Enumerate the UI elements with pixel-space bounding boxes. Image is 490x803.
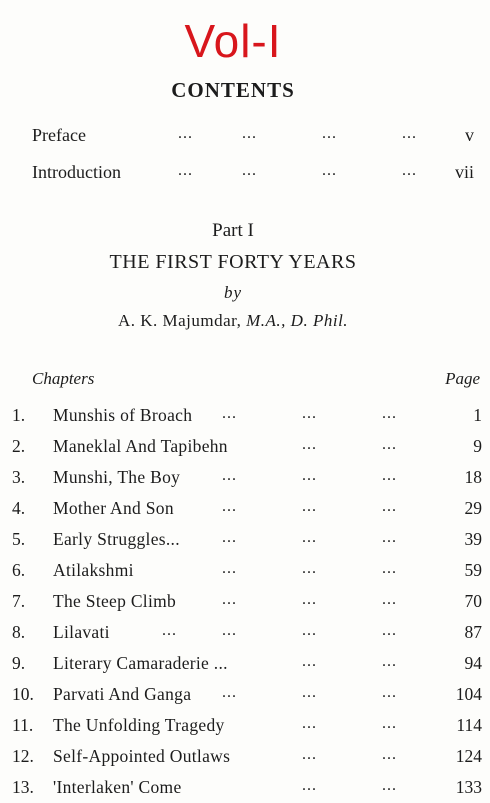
dot-leader: ... [302,746,317,763]
dot-leader: ... [302,405,317,422]
dot-leader: ... [222,622,237,639]
chapter-row [12,746,482,772]
dot-leader: ... [382,622,397,639]
dot-leader: ... [302,622,317,639]
chapter-number: 3. [12,467,26,487]
dot-leader: ... [178,125,193,142]
chapter-page: 133 [455,777,482,797]
dot-leader: ... [382,436,397,453]
chapter-number: 12. [12,746,34,766]
dot-leader: ... [382,560,397,577]
dot-leader: ... [382,529,397,546]
chapter-title: Self-Appointed Outlaws [53,746,231,766]
chapter-number: 8. [12,622,26,642]
chapter-number: 4. [12,498,26,518]
dot-leader: ... [302,436,317,453]
dot-leader: ... [222,529,237,546]
chapter-title: 'Interlaken' Come [53,777,182,797]
dot-leader: ... [302,560,317,577]
chapter-page: 9 [473,436,482,456]
chapter-title: Early Struggles... [53,529,180,549]
chapter-page: 114 [456,715,482,735]
chapter-row [12,436,482,462]
dot-leader: ... [382,498,397,515]
chapter-row [12,405,482,431]
dot-leader: ... [242,125,257,142]
dot-leader: ... [302,498,317,515]
chapter-number: 5. [12,529,26,549]
chapter-title: Mother And Son [53,498,174,518]
dot-leader: ... [222,498,237,515]
chapter-number: 2. [12,436,26,456]
dot-leader: ... [302,467,317,484]
dot-leader: ... [382,746,397,763]
chapter-title: The Steep Climb [53,591,177,611]
chapter-title: Maneklal And Tapibehn [53,436,228,456]
dot-leader: ... [402,125,417,142]
dot-leader: ... [222,591,237,608]
front-matter-label: Introduction [32,162,121,182]
front-matter-page: vii [454,162,474,182]
volume-label: Vol-I [184,15,282,67]
dot-leader: ... [162,622,177,639]
chapter-row [12,560,482,586]
chapter-page: 94 [464,653,482,673]
front-matter-row [32,125,474,149]
chapter-row [12,622,482,648]
dot-leader: ... [382,405,397,422]
chapter-row [12,777,482,803]
dot-leader: ... [322,125,337,142]
chapter-row [12,684,482,710]
chapter-title: Literary Camaraderie ... [53,653,228,673]
dot-leader: ... [302,529,317,546]
chapter-row [12,467,482,493]
chapter-title: Munshis of Broach [53,405,193,425]
chapter-number: 11. [12,715,34,735]
dot-leader: ... [322,162,337,179]
dot-leader: ... [222,684,237,701]
chapter-title: Lilavati [53,622,110,642]
by-line: by [223,283,243,302]
chapter-page: 70 [464,591,482,611]
author-degrees: M.A., D. Phil. [246,311,349,330]
chapter-row [12,498,482,524]
chapter-number: 13. [12,777,34,797]
dot-leader: ... [302,777,317,794]
front-matter-page: v [465,125,474,145]
chapter-page: 29 [464,498,482,518]
dot-leader: ... [382,777,397,794]
front-matter-label: Preface [32,125,86,145]
dot-leader: ... [382,684,397,701]
dot-leader: ... [242,162,257,179]
dot-leader: ... [382,653,397,670]
part-name: THE FIRST FORTY YEARS [109,251,357,273]
chapter-number: 7. [12,591,26,611]
chapter-row [12,653,482,679]
dot-leader: ... [302,591,317,608]
chapter-page: 59 [464,560,482,580]
chapter-page: 87 [464,622,482,642]
dot-leader: ... [382,591,397,608]
dot-leader: ... [302,684,317,701]
chapter-title: Parvati And Ganga [53,684,192,704]
chapter-page: 124 [455,746,482,766]
dot-leader: ... [178,162,193,179]
chapter-title: Atilakshmi [53,560,134,580]
chapter-number: 1. [12,405,26,425]
chapter-number: 10. [12,684,34,704]
chapter-page: 18 [464,467,482,487]
page-column-heading: Page [445,369,480,388]
chapter-row [12,591,482,617]
contents-heading: CONTENTS [171,78,295,102]
author-name: A. K. Majumdar, [117,311,242,330]
chapter-page: 104 [455,684,482,704]
chapter-row [12,715,482,741]
author-line [0,311,466,331]
dot-leader: ... [222,405,237,422]
dot-leader: ... [302,715,317,732]
chapter-row [12,529,482,555]
dot-leader: ... [402,162,417,179]
chapter-number: 9. [12,653,26,673]
front-matter-row [32,162,474,186]
chapter-number: 6. [12,560,26,580]
chapter-page: 39 [464,529,482,549]
chapter-page: 1 [473,405,482,425]
dot-leader: ... [302,653,317,670]
dot-leader: ... [382,467,397,484]
dot-leader: ... [222,467,237,484]
chapters-column-heading: Chapters [32,369,95,388]
chapter-title: Munshi, The Boy [53,467,181,487]
chapter-title: The Unfolding Tragedy [53,715,225,735]
part-title: Part I [212,220,254,241]
dot-leader: ... [382,715,397,732]
dot-leader: ... [222,560,237,577]
